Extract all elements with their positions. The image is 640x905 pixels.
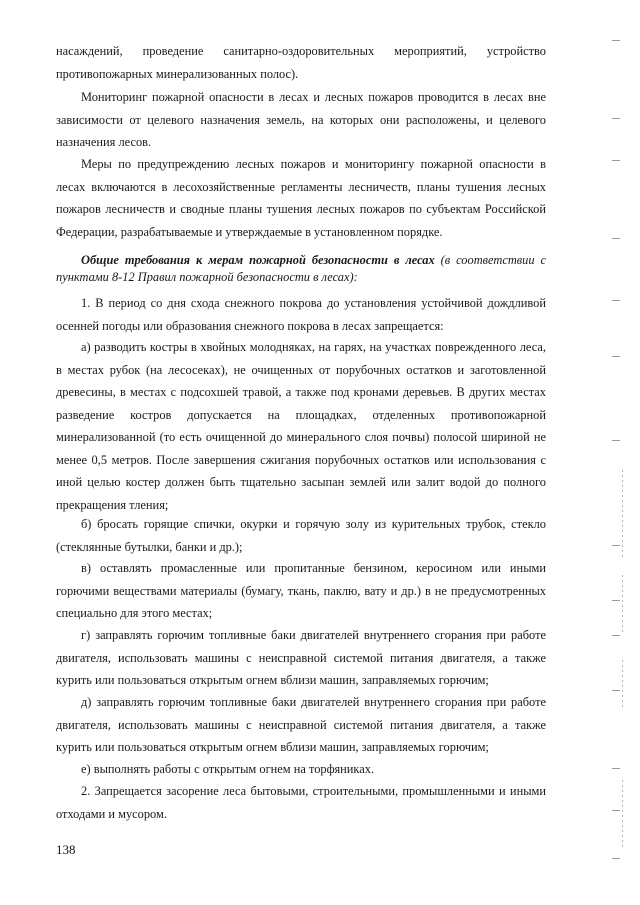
- item-v: в) оставлять промасленные или пропитанные бензином, керосином или иными горючими веществами материалы (бумагу, ткань, паклю, вату и др.) в не предусмотренных специально для этого местах;: [56, 561, 546, 620]
- item-d: д) заправлять горючим топливные баки двигателей внутреннего сгорания при работе двигателя, использовать машины с неисправной системой питания двигателя, а также курить или пользоваться открытым огнем вблизи машин, заправляемых горючим;: [56, 695, 546, 754]
- paragraph-continuation: насаждений, проведение санитарно-оздоровительных мероприятий, устройство противопожарных минерализованных полос).: [56, 44, 546, 81]
- heading-source: (в соответствии с пунктами 8-12 Правил пожарной безопасности в лесах):: [56, 253, 547, 284]
- item-a: а) разводить костры в хвойных молодняках, на гарях, на участках поврежденного леса, в местах рубок (на лесосеках), не очищенных от порубочных остатков и заготовленной древесины, в местах с подсохшей травой, а также под кронами деревьев. В других местах разведение костров допускается на площадках, отделенных противопожарной минерализованной (то есть очищенной до минерального слоя почвы) полосой шириной не менее 0,5 метров. После завершения сжигания порубочных остатков или использования с иной целью костер должен быть тщательно засыпан землей или залит водой до полного прекращения тления;: [56, 340, 546, 512]
- item-b: б) бросать горящие спички, окурки и горячую золу из курительных трубок, стекло (стеклянные бутылки, банки и др.);: [56, 517, 546, 554]
- section-heading: [56, 252, 546, 286]
- margin-mark: [612, 600, 620, 601]
- margin-mark: [612, 118, 620, 119]
- page-number: 138: [56, 842, 76, 857]
- item-1: 1. В период со дня схода снежного покрова до установления устойчивой дождливой осенней погоды или образования снежного покрова в лесах запрещается:: [56, 296, 546, 333]
- margin-dots: [622, 575, 623, 635]
- margin-mark: [612, 440, 620, 441]
- item-g: г) заправлять горючим топливные баки двигателей внутреннего сгорания при работе двигателя, использовать машины с неисправной системой питания двигателя, а также курить или пользоваться открытым огнем вблизи машин, заправляемых горючим;: [56, 628, 546, 687]
- margin-mark: [612, 160, 620, 161]
- margin-mark: [612, 690, 620, 691]
- margin-dots: [622, 780, 623, 850]
- margin-mark: [612, 810, 620, 811]
- margin-dots: [622, 660, 623, 710]
- paragraph-measures: Меры по предупреждению лесных пожаров и мониторингу пожарной опасности в лесах включаются в лесохозяйственные регламенты лесничеств, планы тушения лесных пожаров лесничеств и сводные планы тушения лесных пожаров по субъектам Российской Федерации, разрабатываемые и утверждаемые в установленном порядке.: [56, 157, 546, 239]
- margin-mark: [612, 40, 620, 41]
- margin-mark: [612, 300, 620, 301]
- heading-main: Общие требования к мерам пожарной безопасности в лесах: [81, 253, 435, 267]
- margin-mark: [612, 356, 620, 357]
- margin-mark: [612, 635, 620, 636]
- margin-dots: [622, 470, 623, 560]
- margin-mark: [612, 768, 620, 769]
- margin-mark: [612, 238, 620, 239]
- item-2: 2. Запрещается засорение леса бытовыми, строительными, промышленными и иными отходами и мусором.: [56, 784, 546, 821]
- margin-mark: [612, 858, 620, 859]
- margin-mark: [612, 545, 620, 546]
- item-e: е) выполнять работы с открытым огнем на торфяниках.: [81, 762, 375, 776]
- paragraph-monitoring: Мониторинг пожарной опасности в лесах и лесных пожаров проводится в лесах вне зависимости от целевого назначения земель, на которых они расположены, и целевого назначения лесов.: [56, 90, 546, 149]
